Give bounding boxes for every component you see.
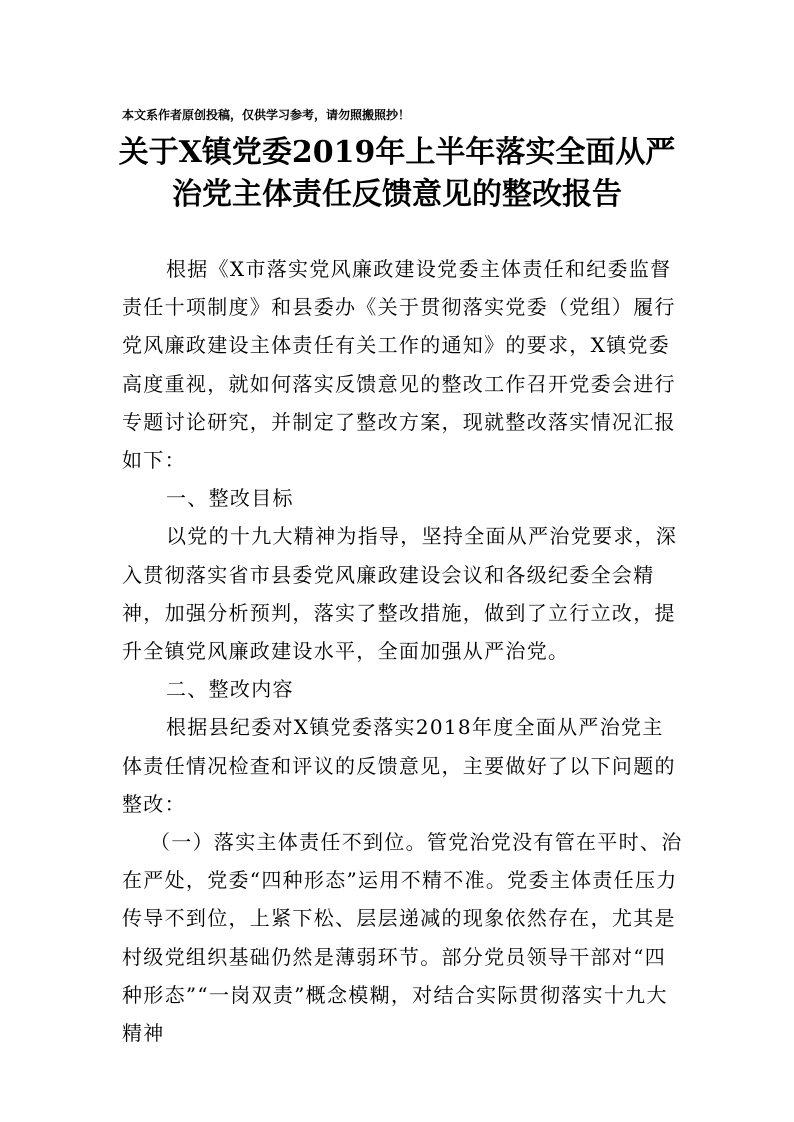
document-title (112, 132, 682, 216)
goal-paragraph: 以党的十九大精神为指导，坚持全面从严治党要求，深入贯彻落实省市县委党风廉政建设会议和各级纪委全会精神，加强分析预判，落实了整改措施，做到了立行立改，提升全镇党风廉政建设水平，全面加强从严治党。 (122, 524, 678, 664)
copyright-notice: 本文系作者原创投稿，仅供学习参考，请勿照搬照抄！ (122, 108, 411, 122)
item-1-paragraph: （一）落实主体责任不到位。管党治党没有管在平时、治在严处，党委“四种形态”运用不精不准。党委主体责任压力传导不到位，上紧下松、层层递减的现象依然存在，尤其是村级党组织基础仍然是薄弱环节。部分党员领导干部对“四种形态”“一岗双责”概念模糊，对结合实际贯彻落实十九大精神 (122, 830, 683, 1046)
title-line-2: 治党主体责任反馈意见的整改报告 (172, 177, 622, 212)
section-heading-content: 二、整改内容 (166, 677, 294, 702)
intro-paragraph: 根据《X市落实党风廉政建设党委主体责任和纪委监督责任十项制度》和县委办《关于贯彻落实党委（党组）履行党风廉政建设主体责任有关工作的通知》的要求，X镇党委高度重视，就如何落实反馈意见的整改工作召开党委会进行专题讨论研究，并制定了整改方案，现就整改落实情况汇报如下： (122, 257, 676, 473)
section-heading-goal: 一、整改目标 (166, 486, 294, 511)
content-paragraph: 根据县纪委对X镇党委落实2018年度全面从严治党主体责任情况检查和评议的反馈意见，主要做好了以下问题的整改： (122, 715, 676, 816)
title-line-1: 关于X镇党委2019年上半年落实全面从严 (118, 135, 676, 170)
document-body (122, 250, 684, 1052)
